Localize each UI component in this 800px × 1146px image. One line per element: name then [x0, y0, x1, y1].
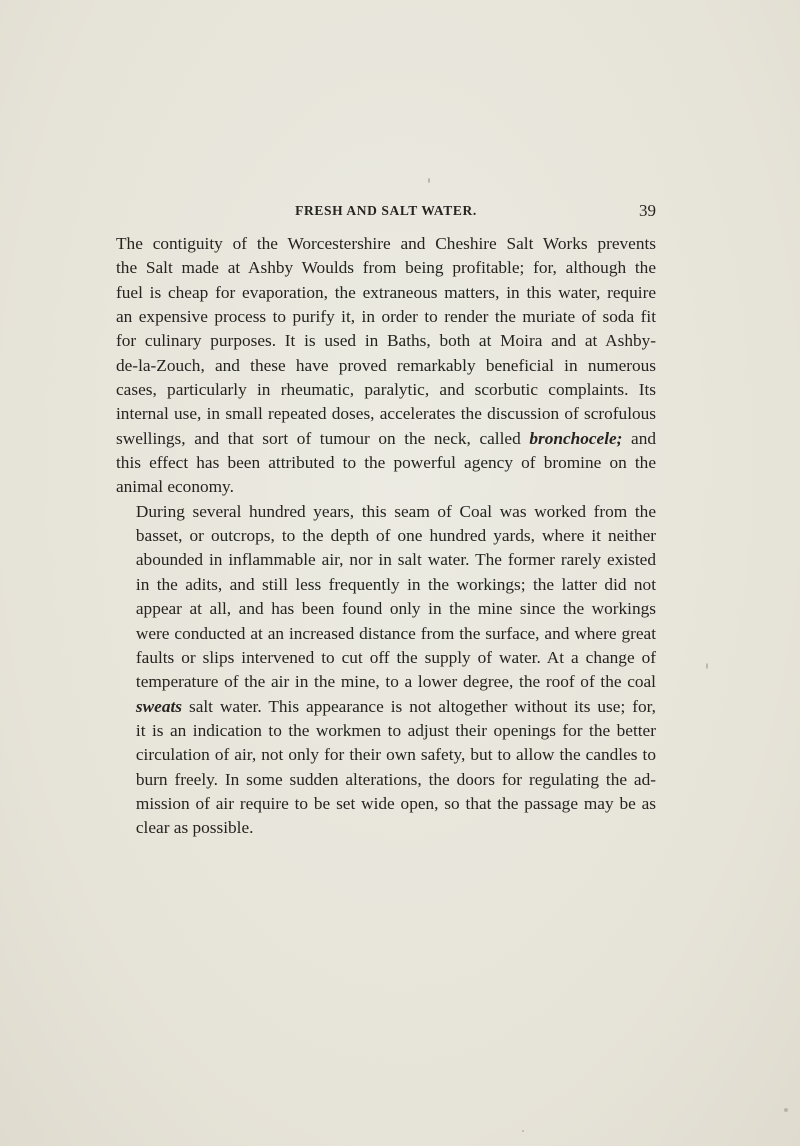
text-segment: and: [631, 428, 656, 448]
running-title: FRESH AND SALT WATER.: [295, 203, 477, 218]
text-line: abounded in inflammable air, nor in salt water. The former rarely existed: [135, 550, 656, 570]
text-line: [116, 695, 656, 719]
paper-speck: [522, 1130, 524, 1132]
text-line: it is an indication to the workmen to adjust their openings for the better: [135, 720, 656, 740]
text-segment: swellings, and that sort of tumour on the neck, called: [116, 428, 521, 448]
text-line: for culinary purposes. It is used in Baths, both at Moira and at Ashby-: [116, 331, 656, 351]
paper-speck: [706, 663, 708, 669]
page-number: 39: [639, 201, 656, 220]
text-line: this effect has been attributed to the powerful agency of bromine on the: [116, 453, 656, 473]
text-line: During several hundred years, this seam of Coal was worked from the: [135, 501, 656, 521]
text-line: internal use, in small repeated doses, accelerates the discussion of scrofulous: [116, 404, 656, 424]
text-line: appear at all, and has been found only in the mine since the workings: [135, 599, 656, 619]
text-segment: salt water. This appearance is not altogether without its use; for,: [188, 696, 656, 716]
text-line: temperature of the air in the mine, to a lower degree, the roof of the coal: [135, 672, 656, 692]
text-line: [116, 427, 656, 451]
text-line: were conducted at an increased distance from the surface, and where great: [135, 623, 656, 643]
text-line: faults or slips intervened to cut off the supply of water. At a change of: [135, 647, 656, 667]
text-line: The contiguity of the Worcestershire and Cheshire Salt Works prevents: [116, 234, 656, 253]
text-line: an expensive process to purify it, in order to render the muriate of soda fit: [116, 307, 656, 327]
paper-speck: [428, 178, 430, 183]
italic-term: sweats: [135, 696, 182, 716]
text-line: in the adits, and still less frequently in the workings; the latter did not: [135, 574, 656, 594]
paper-speck: [784, 1108, 788, 1112]
text-line: mission of air require to be set wide open, so that the passage may be as: [135, 793, 656, 813]
text-line: basset, or outcrops, to the depth of one hundred yards, where it neither: [135, 526, 656, 546]
body-text: [116, 232, 656, 841]
text-line: animal economy.: [116, 477, 234, 497]
text-line: circulation of air, not only for their own safety, but to allow the candles to: [135, 745, 656, 765]
text-line: the Salt made at Ashby Woulds from being profitable; for, although the: [116, 258, 656, 278]
paragraph-1: [116, 232, 656, 500]
running-head: [116, 202, 656, 224]
italic-term: bronchocele;: [529, 428, 623, 448]
paragraph-2: [116, 500, 656, 841]
text-line: cases, particularly in rheumatic, paralytic, and scorbutic complaints. Its: [116, 380, 656, 400]
text-line: burn freely. In some sudden alterations, the doors for regulating the ad-: [135, 769, 656, 789]
text-line: de-la-Zouch, and these have proved remarkably beneficial in numerous: [116, 355, 656, 375]
text-line: fuel is cheap for evaporation, the extraneous matters, in this water, require: [116, 282, 656, 302]
text-line: clear as possible.: [135, 818, 254, 838]
